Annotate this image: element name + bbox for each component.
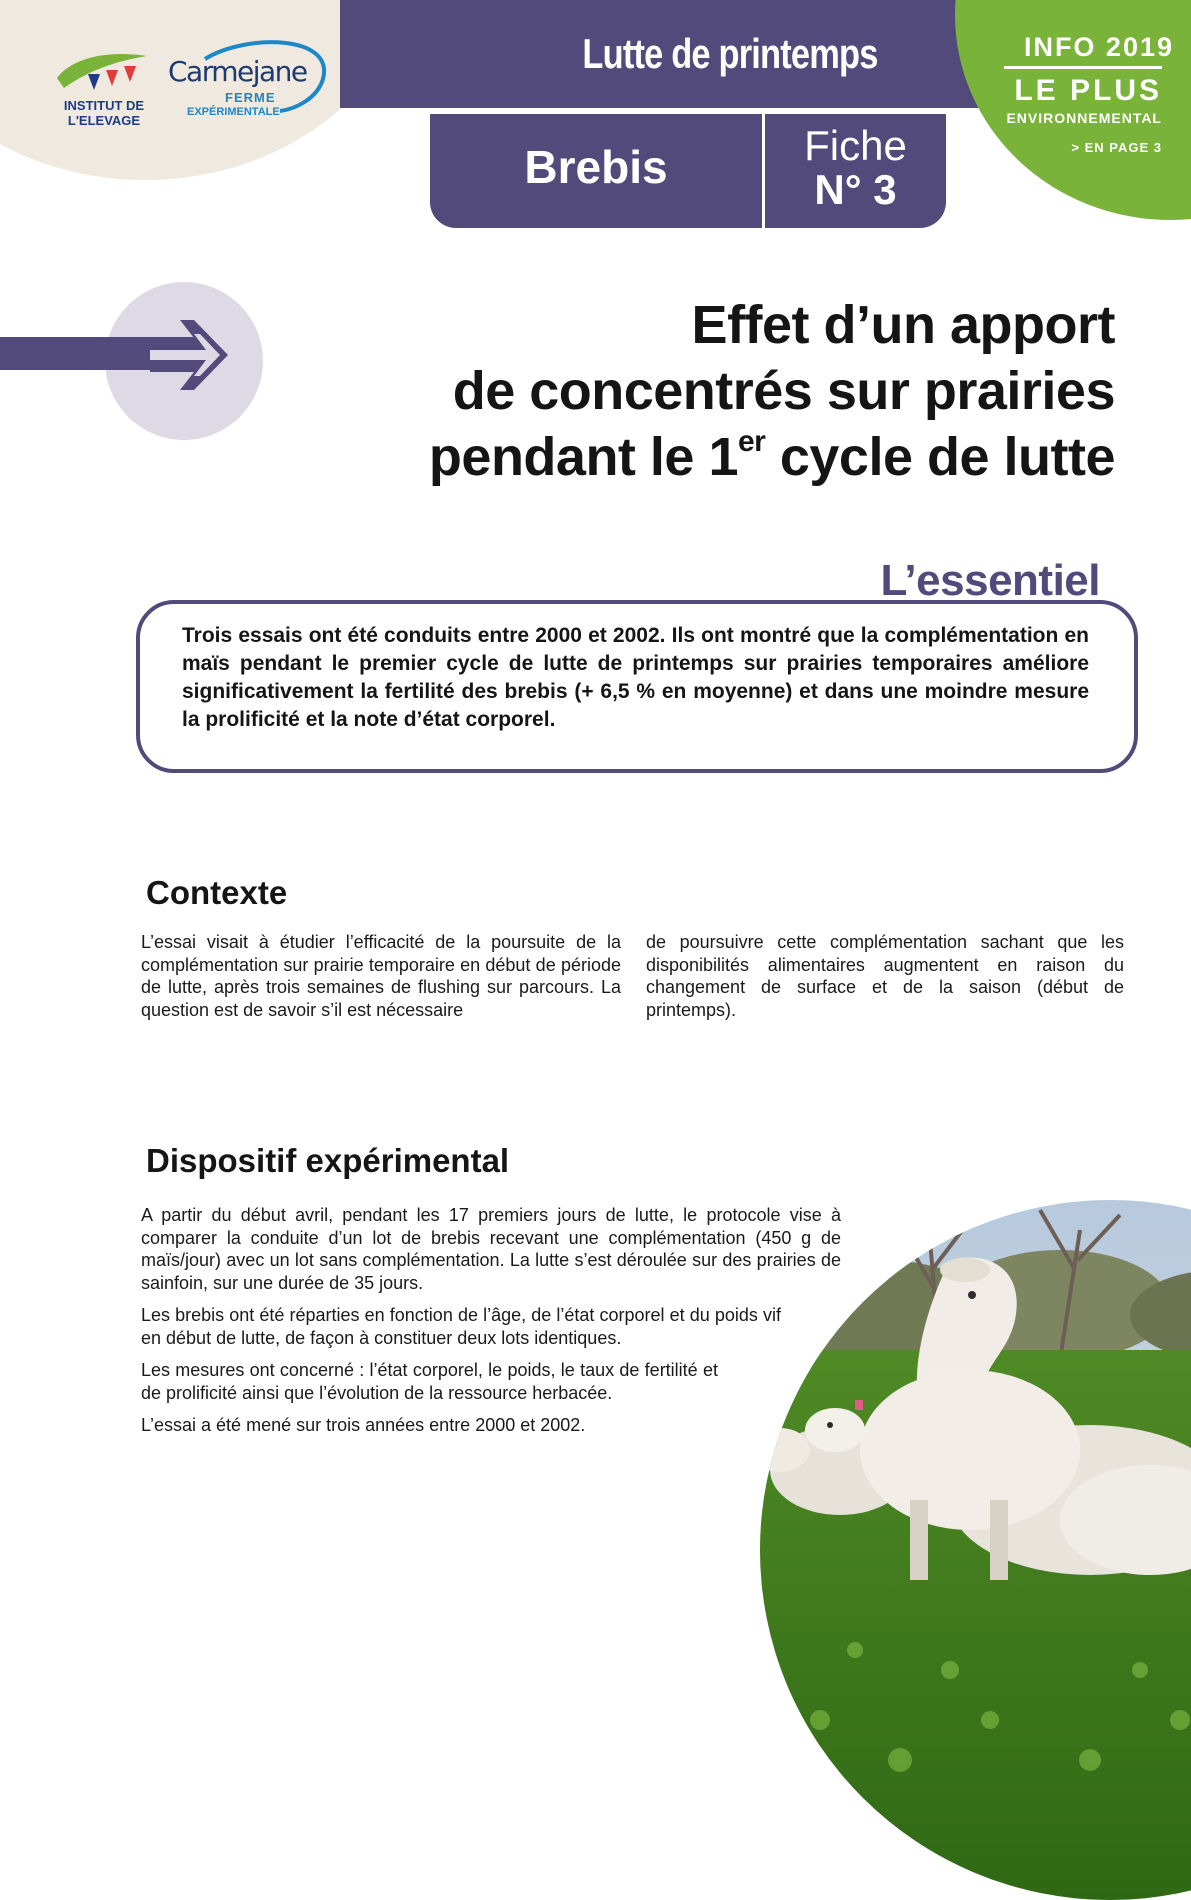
dispositif-body: [141, 1204, 920, 1447]
title-superscript: er: [737, 425, 766, 458]
title-line-3: [300, 424, 1115, 490]
fiche-word: Fiche: [804, 122, 907, 169]
institut-elevage-logo: [50, 48, 160, 128]
fiche-number: N° 3: [814, 166, 897, 213]
institut-elevage-mark: [52, 48, 152, 96]
title-line-3-start: pendant le 1: [428, 427, 738, 487]
dispositif-p4: L’essai a été mené sur trois années entre 2000 et 2002.: [141, 1415, 586, 1435]
essentiel-text: Trois essais ont été conduits entre 2000 et 2002. Ils ont montré que la complémentation en maïs pendant le premier cycle de lutte de printemps sur prairies temporaires améliore significativement la fertilité des brebis (+ 6,5 % en moyenne) et dans une moindre mesure la prolificité et la note d’état corporel.: [182, 624, 1089, 731]
carmejane-logo: [165, 45, 325, 135]
carmejane-sub1: FERME: [225, 90, 276, 105]
essentiel-heading: L’essentiel: [880, 556, 1100, 605]
contexte-col1: L’essai visait à étudier l’efficacité de la poursuite de la complémentation sur prairie temporaire en début de période de lutte, après trois semaines de flushing sur parcours. La question est de savoir s’il est nécessaire: [141, 932, 621, 1020]
banner-title: Lutte de printemps: [582, 30, 878, 77]
info-subtitle: ENVIRONNEMENTAL: [1006, 110, 1162, 126]
dispositif-heading: Dispositif expérimental: [146, 1142, 510, 1179]
dispositif-p1: A partir du début avril, pendant les 17 premiers jours de lutte, le protocole vise à comparer la conduite d’un lot de brebis recevant une complémentation (450 g de maïs/jour) avec un lot sans complémentation. La lutte s’est déroulée sur des prairies de sainfoin, sur une durée de 35 jours.: [141, 1205, 841, 1293]
page-title: [300, 292, 1115, 490]
title-line-2: de concentrés sur prairies: [452, 361, 1115, 421]
info-title: LE PLUS: [1014, 74, 1162, 107]
species-label: Brebis: [524, 141, 668, 193]
fiche-label: [765, 124, 946, 212]
info-page-link[interactable]: > EN PAGE 3: [1071, 140, 1162, 155]
institut-logo-line2: L'ELEVAGE: [67, 113, 141, 128]
dispositif-p3: Les mesures ont concerné : l’état corporel, le poids, le taux de fertilité et de prolificité ainsi que l’évolution de la ressource herbacée.: [141, 1360, 718, 1403]
title-line-3-end: cycle de lutte: [765, 427, 1115, 487]
contexte-col2: de poursuivre cette complémentation sachant que les disponibilités alimentaires augmentent en raison du changement de surface et de la saison (début de printemps).: [646, 932, 1124, 1020]
info-divider: [1004, 66, 1162, 69]
contexte-heading: Contexte: [146, 874, 288, 911]
dispositif-p2: Les brebis ont été réparties en fonction de l’âge, de l’état corporel et du poids vif en début de lutte, de façon à constituer deux lots identiques.: [141, 1305, 781, 1348]
arrow-right-icon: [150, 310, 240, 400]
info-year: INFO 2019: [1023, 32, 1174, 62]
carmejane-name: Carmejane: [168, 55, 307, 88]
institut-logo-line1: INSTITUT DE: [63, 98, 145, 113]
carmejane-sub2: EXPÉRIMENTALE: [187, 106, 280, 118]
title-line-1: Effet d’un apport: [691, 295, 1115, 355]
